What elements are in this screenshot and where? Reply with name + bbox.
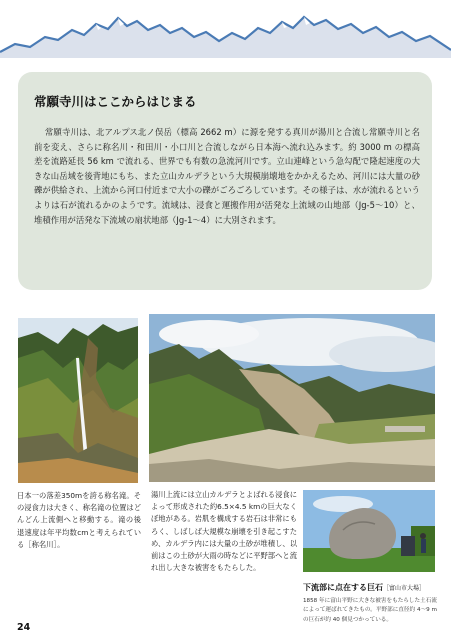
intro-body: 常願寺川は、北アルプス北ノ俣岳（標高 2662 m）に源を発する真川が湯川と合流し常願寺川と名前を変え、さらに称名川・和田川・小口川と合流しながら日本海へ流れ込みます。約 3000 m の標高差を流路延長 56 km で流れる、世界でも有数の急流河川です。立山連峰という急勾配で隆起速度の大きな山岳域を後背地にもち、また立山カルデラという大規模崩壊地をかかえるため、河川には大量の砂礫が供給され、上流から河口付近まで大小の礫がごろごろしています。その様子は、水が流れるというよりは石が流れるかのようです。流域は、浸食と運搬作用が活発な上流域の山地部（Jg-5～10）と、堆積作用が活発な下流域の扇状地部（Jg-1～4）に大別されます。 (34, 127, 420, 225)
mountain-header-illustration (0, 6, 451, 58)
boulder-caption-title (303, 582, 435, 593)
boulder-caption-title-text: 下流部に点在する巨石 (303, 583, 383, 592)
valley-photo (149, 314, 435, 482)
waterfall-caption: 日本一の落差350mを誇る称名滝。その浸食力は大きく、称名滝の位置はどんどん上流側へと移動する。滝の後退速度は年平均数cmと考えられている［称名川］。 (17, 491, 141, 549)
valley-caption: 湯川上流には立山カルデラとよばれる浸食によって形成された約6.5×4.5 kmの巨大なくぼ地がある。岩肌を構成する岩石は非常にもろく、しばしば大規模な崩壊を引き起こすため、カルデラ内には大量の土砂が堆積し、以前はこの土砂が大雨の時などに平野部へと流れ出し大きな被害をもたらした。 (151, 490, 297, 573)
intro-title: 常願寺川はここからはじまる (34, 94, 197, 109)
intro-box (18, 72, 432, 290)
boulder-caption-body: 1858 年に富山平野に大きな被害をもたらした土石流によって運ばれてきたもの。平野部に直径約 4～9 m の巨石が約 40 個見つかっている。 (303, 598, 437, 623)
page-number: 24 (17, 622, 31, 633)
waterfall-photo (18, 318, 138, 483)
boulder-photo (303, 490, 435, 572)
boulder-caption-location: ［富山市大場］ (383, 585, 426, 592)
